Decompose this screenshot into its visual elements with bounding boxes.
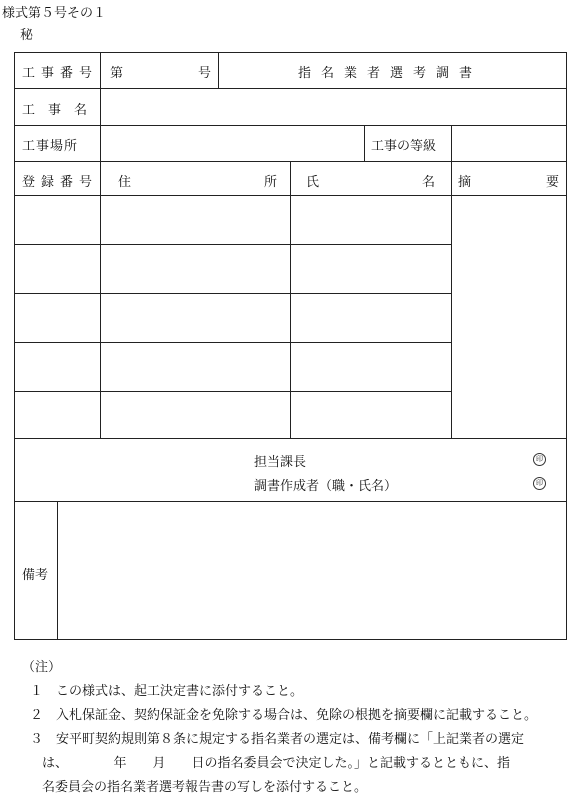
document-title: 指名業者選考調書 bbox=[298, 66, 483, 81]
seal-icon: 印 bbox=[533, 453, 546, 466]
summary-header-right: 要 bbox=[546, 175, 560, 190]
seal-icon: 印 bbox=[533, 477, 546, 490]
construction-name-label: 工 事 名 bbox=[22, 103, 88, 118]
form-number: 様式第５号その１ bbox=[2, 6, 107, 21]
section-chief-label: 担当課長 bbox=[254, 455, 307, 470]
remarks-field[interactable] bbox=[62, 507, 562, 633]
go-label: 号 bbox=[198, 66, 212, 81]
address-header-left: 住 bbox=[118, 175, 132, 190]
address-header-right: 所 bbox=[264, 175, 278, 190]
note-item: ３ 安平町契約規則第８条に規定する指名業者の選定は、備考欄に「上記業者の選定 bbox=[30, 732, 525, 747]
construction-site-field[interactable] bbox=[104, 128, 360, 158]
notes-section bbox=[22, 656, 537, 800]
construction-name-field[interactable] bbox=[104, 92, 564, 122]
note-item-continued: 名委員会の指名業者選考報告書の写しを添付すること。 bbox=[42, 780, 368, 795]
note-item: １ この様式は、起工決定書に添付すること。 bbox=[30, 684, 304, 699]
note-item: ２ 入札保証金、契約保証金を免除する場合は、免除の根拠を摘要欄に記載すること。 bbox=[30, 708, 538, 723]
name-header-right: 名 bbox=[422, 175, 436, 190]
selection-table bbox=[14, 52, 567, 640]
notes-heading: （注） bbox=[22, 660, 62, 675]
name-header-left: 氏 bbox=[306, 175, 320, 190]
construction-grade-label: 工事の等級 bbox=[371, 139, 437, 154]
construction-number-label: 工事番号 bbox=[22, 66, 99, 81]
summary-cell[interactable] bbox=[455, 202, 563, 432]
preparer-label: 調書作成者（職・氏名） bbox=[254, 479, 398, 494]
note-item-continued: は、 年 月 日の指名委員会で決定した。」と記載するとともに、指 bbox=[42, 756, 511, 771]
construction-site-label: 工事場所 bbox=[22, 139, 79, 154]
registration-number-header: 登録番号 bbox=[22, 175, 99, 190]
construction-grade-field[interactable] bbox=[455, 128, 563, 158]
dai-label: 第 bbox=[110, 66, 124, 81]
remarks-label: 備考 bbox=[22, 568, 49, 583]
secret-mark: 秘 bbox=[20, 28, 34, 43]
summary-header-left: 摘 bbox=[458, 175, 472, 190]
